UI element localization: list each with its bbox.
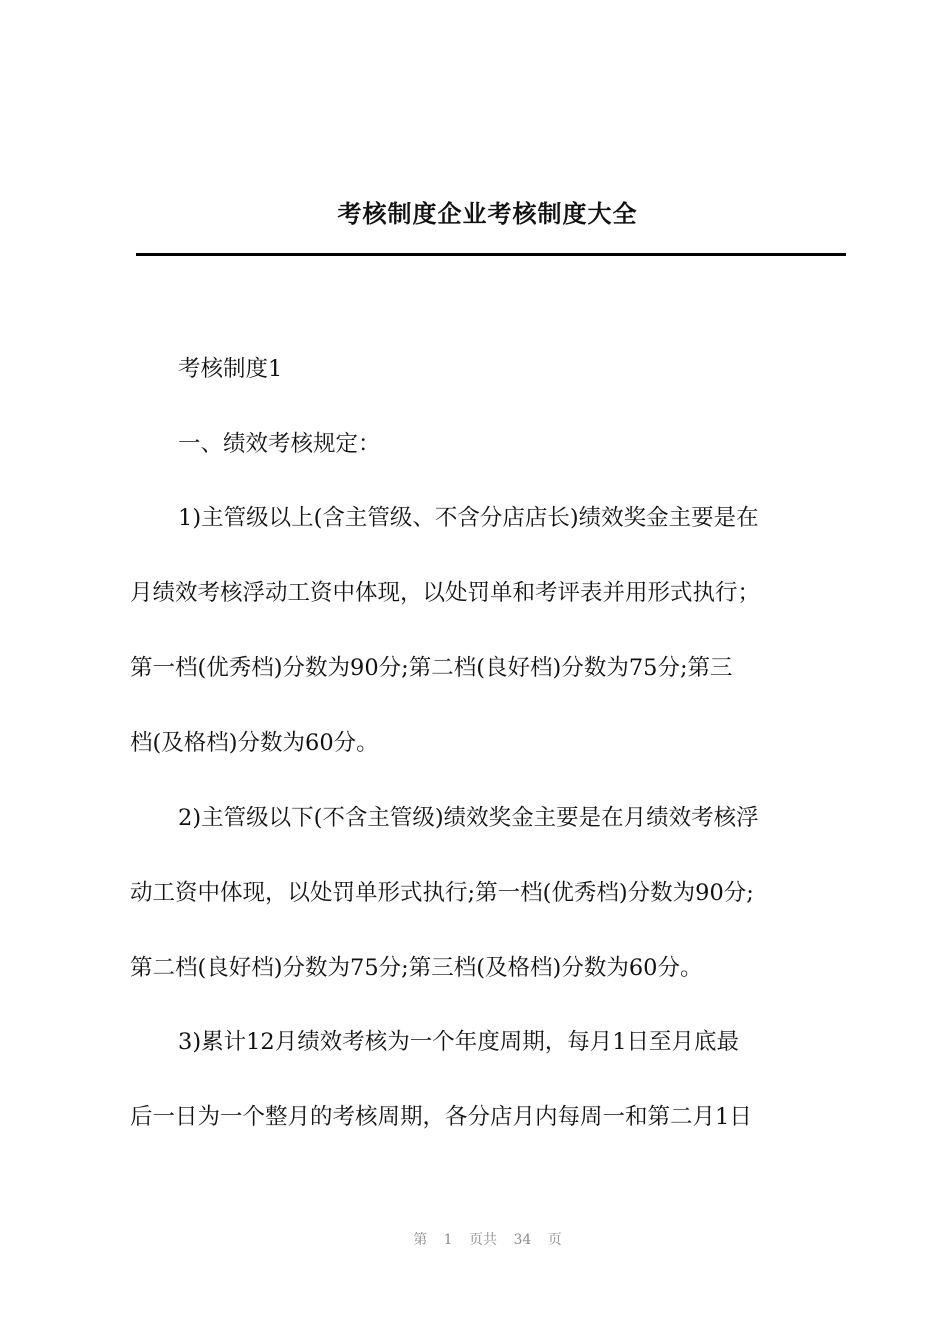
subsection-heading: 一、绩效考核规定： [178, 431, 381, 457]
paragraph-1-line-1: 1)主管级以上(含主管级、不含分店店长)绩效奖金主要是在 [178, 505, 759, 531]
section-heading: 考核制度1 [178, 356, 283, 382]
paragraph-1-line-2: 月绩效考核浮动工资中体现，以处罚单和考评表并用形式执行； [130, 580, 761, 606]
paragraph-3-line-2: 后一日为一个整月的考核周期，各分店月内每周一和第二月1日 [130, 1104, 752, 1130]
paragraph-2-line-2: 动工资中体现，以处罚单形式执行;第一档(优秀档)分数为90分; [130, 880, 754, 906]
title-divider [136, 253, 846, 256]
page-footer: 第 1 页共 34 页 [413, 1232, 562, 1248]
paragraph-1-line-4: 档(及格档)分数为60分。 [130, 730, 379, 756]
paragraph-2-line-1: 2)主管级以下(不含主管级)绩效奖金主要是在月绩效考核浮 [178, 805, 759, 831]
paragraph-2-line-3: 第二档(良好档)分数为75分;第三档(及格档)分数为60分。 [130, 955, 703, 981]
paragraph-3-line-1: 3)累计12月绩效考核为一个年度周期，每月1日至月底最 [178, 1029, 740, 1055]
paragraph-1-line-3: 第一档(优秀档)分数为90分;第二档(良好档)分数为75分;第三 [130, 655, 733, 681]
document-title: 考核制度企业考核制度大全 [337, 200, 638, 228]
